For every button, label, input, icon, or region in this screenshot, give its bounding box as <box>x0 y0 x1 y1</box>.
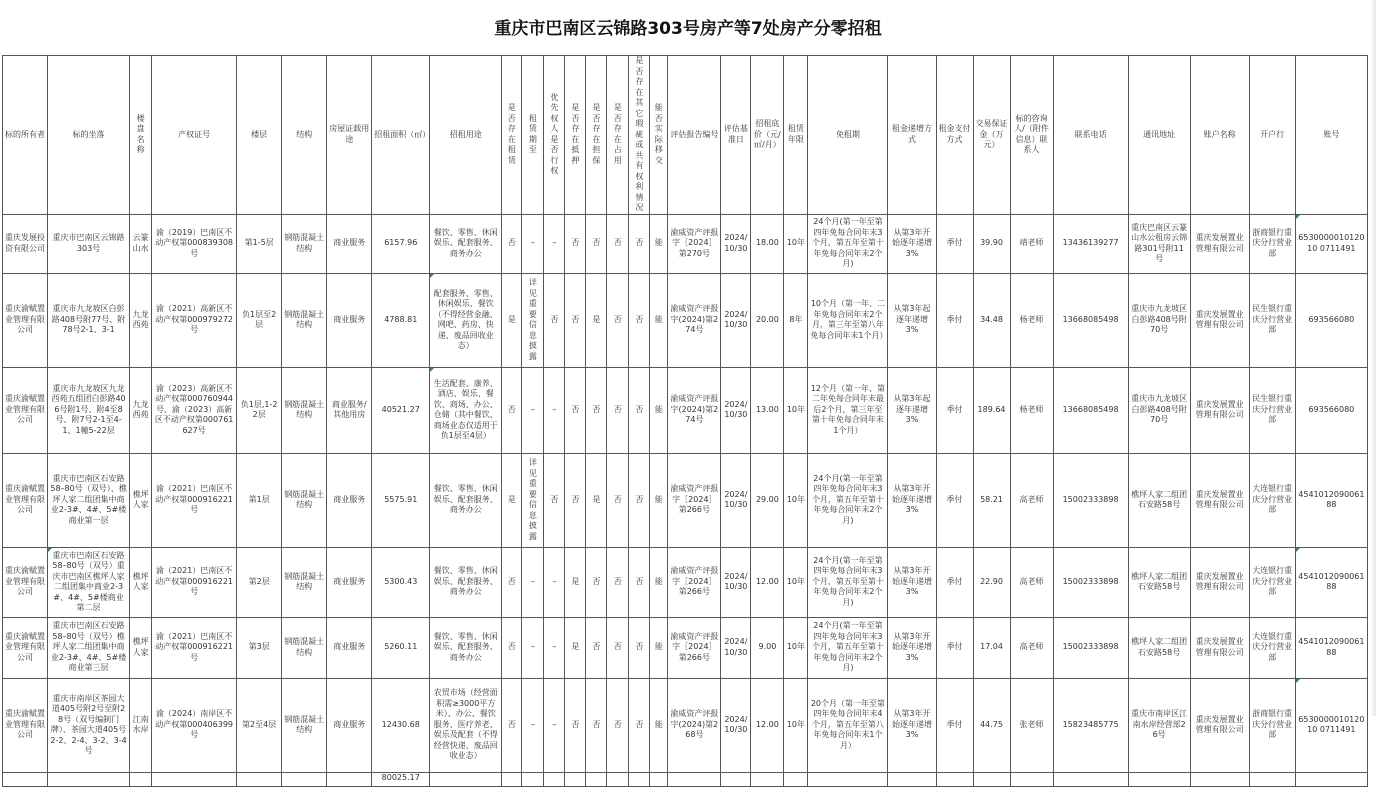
table-row <box>3 273 1368 367</box>
cell-payment: 季付 <box>936 547 973 617</box>
cell-cert: 渝（2019）巴南区不动产权第000839308号 <box>152 214 237 273</box>
cell-lease-until: 详见重要信息披露 <box>522 453 544 547</box>
cell-priority: – <box>544 367 565 453</box>
cell-payment <box>936 772 973 786</box>
cell-area: 5300.43 <box>372 547 430 617</box>
cell-free-period <box>808 772 888 786</box>
cell-cert: 渝（2021）高新区不动产权第000979272号 <box>152 273 237 367</box>
cell-location <box>48 772 130 786</box>
table-row <box>3 214 1368 273</box>
cell-usage: 农贸市场（经营面积需≥3000平方米）、办公、餐饮服务、医疗养老、娱乐及配套（不得经营快递、废品回收业态） <box>430 678 502 772</box>
cell-account-no: 693566080 <box>1295 273 1367 367</box>
cell-floor: 第1层 <box>237 453 282 547</box>
cell-area: 40521.27 <box>372 367 430 453</box>
cell-account-no: 454101209006188 <box>1295 453 1367 547</box>
cell-address: 重庆市南岸区江南水岸经营部26号 <box>1128 678 1190 772</box>
cell-base-price <box>751 772 784 786</box>
header-location: 标的坐落 <box>48 56 130 215</box>
cell-guarantee: 否 <box>586 214 607 273</box>
header-phone: 联系电话 <box>1053 56 1128 215</box>
header-account-no: 账号 <box>1295 56 1367 215</box>
cell-occupy: 否 <box>607 453 629 547</box>
cell-address: 重庆市九龙坡区白彭路408号附70号 <box>1128 367 1190 453</box>
cell-defect: 否 <box>629 367 650 453</box>
cell-account-name: 重庆发展置业管理有限公司 <box>1190 617 1249 678</box>
cell-base-price: 12.00 <box>751 547 784 617</box>
cell-deposit: 39.90 <box>973 214 1010 273</box>
cell-base-price: 18.00 <box>751 214 784 273</box>
cell-structure: 钢筋混凝土结构 <box>282 617 327 678</box>
cell-usage: 餐饮、零售、休闲娱乐、配套服务、商务办公 <box>430 214 502 273</box>
cell-increase <box>888 772 936 786</box>
cell-years: 10年 <box>784 214 808 273</box>
cell-estate: 云篆山水 <box>130 214 152 273</box>
cell-usage-cert <box>327 772 372 786</box>
cell-deposit: 22.90 <box>973 547 1010 617</box>
cell-free-period: 24个月(第一年至第四年免每合同年末3个月，第五年至第十年免每合同年末2个月) <box>808 617 888 678</box>
cell-location: 重庆市九龙坡区白彭路408号附77号、附78号2-1、3-1 <box>48 273 130 367</box>
cell-priority <box>544 772 565 786</box>
cell-handover: 能 <box>650 617 668 678</box>
cell-contact <box>1010 772 1053 786</box>
cell-owner: 重庆发展投资有限公司 <box>3 214 48 273</box>
cell-account-name: 重庆发展置业管理有限公司 <box>1190 453 1249 547</box>
cell-usage: 餐饮、零售、休闲娱乐、配套服务、商务办公 <box>430 617 502 678</box>
cell-account-no: 653000001012010 0711491 <box>1295 214 1367 273</box>
cell-increase: 从第3年开始逐年递增3% <box>888 214 936 273</box>
cell-account-name: 重庆发展置业管理有限公司 <box>1190 547 1249 617</box>
cell-base-price: 9.00 <box>751 617 784 678</box>
cell-priority: – <box>544 678 565 772</box>
cell-priority: – <box>544 547 565 617</box>
cell-report-no: 渝威资产评报字(2024)第274号 <box>668 367 721 453</box>
cell-phone <box>1053 772 1128 786</box>
cell-usage-cert: 商业服务 <box>327 214 372 273</box>
cell-years: 10年 <box>784 547 808 617</box>
table-row <box>3 367 1368 453</box>
cell-structure <box>282 772 327 786</box>
cell-mortgage: 是 <box>565 617 586 678</box>
header-report-no: 评估报告编号 <box>668 56 721 215</box>
cell-lease: 是 <box>502 273 522 367</box>
cell-estate: 樵坪人家 <box>130 617 152 678</box>
cell-usage-cert: 商业服务 <box>327 547 372 617</box>
cell-phone: 15823485775 <box>1053 678 1128 772</box>
header-occupy: 是否存在占用 <box>607 56 629 215</box>
cell-payment: 季付 <box>936 273 973 367</box>
cell-eval-date: 2024/10/30 <box>721 367 751 453</box>
cell-base-price: 12.00 <box>751 678 784 772</box>
cell-payment: 季付 <box>936 453 973 547</box>
cell-account-name: 重庆发展置业管理有限公司 <box>1190 678 1249 772</box>
cell-bank: 民生银行重庆分行营业部 <box>1249 367 1295 453</box>
header-lease: 是否存在租赁 <box>502 56 522 215</box>
cell-lease: 否 <box>502 214 522 273</box>
cell-priority: – <box>544 617 565 678</box>
cell-owner: 重庆渝赋置业管理有限公司 <box>3 367 48 453</box>
cell-location: 重庆市巴南区石安路58–80号（双号）重庆市巴南区樵坪人家二组团集中商业2-3#、4#、5#楼商业第二层 <box>48 547 130 617</box>
cell-usage-cert: 商业服务 <box>327 617 372 678</box>
cell-phone: 15002333898 <box>1053 453 1128 547</box>
cell-lease: 是 <box>502 453 522 547</box>
cell-area: 5260.11 <box>372 617 430 678</box>
cell-mortgage: 否 <box>565 453 586 547</box>
cell-report-no: 渝威资产评报字［2024］第266号 <box>668 453 721 547</box>
cell-contact: 靖老师 <box>1010 214 1053 273</box>
cell-handover: 能 <box>650 273 668 367</box>
cell-occupy: 否 <box>607 617 629 678</box>
cell-cert: 渝（2023）高新区不动产权第000760944号、渝（2023）高新区不动产权第000761627号 <box>152 367 237 453</box>
cell-account-no: 653000001012010 0711491 <box>1295 678 1367 772</box>
cell-location: 重庆市巴南区石安路58–80号（双号）、樵坪人家二组团集中商业2-3#、4#、5#楼商业第一层 <box>48 453 130 547</box>
cell-structure: 钢筋混凝土结构 <box>282 367 327 453</box>
cell-usage-cert: 商业服务 <box>327 678 372 772</box>
cell-account-no: 454101209006188 <box>1295 617 1367 678</box>
cell-occupy: 否 <box>607 214 629 273</box>
cell-location: 重庆市巴南区石安路58–80号（双号）樵坪人家二组团集中商业2-3#、4#、5#楼商业第三层 <box>48 617 130 678</box>
header-mortgage: 是否存在抵押 <box>565 56 586 215</box>
cell-contact: 高老师 <box>1010 453 1053 547</box>
cell-priority: 否 <box>544 453 565 547</box>
cell-handover: 能 <box>650 547 668 617</box>
cell-address: 重庆巴南区云篆山水公租房云锦路301号附11号 <box>1128 214 1190 273</box>
cell-structure: 钢筋混凝土结构 <box>282 214 327 273</box>
cell-deposit: 17.04 <box>973 617 1010 678</box>
cell-report-no: 渝威资产评报字［2024］第266号 <box>668 617 721 678</box>
cell-bank: 大连银行重庆分行营业部 <box>1249 617 1295 678</box>
cell-estate: 樵坪人家 <box>130 547 152 617</box>
cell-estate: 九龙西苑 <box>130 273 152 367</box>
cell-usage: 配套服务、零售、休闲娱乐、餐饮（不得经营金融、网吧、药房、快递、废品回收业态） <box>430 273 502 367</box>
cell-free-period: 24个月(第一年至第四年免每合同年末3个月，第五年至第十年免每合同年末2个月) <box>808 214 888 273</box>
cell-report-no: 渝威资产评报字［2024］第270号 <box>668 214 721 273</box>
cell-increase: 从第3年开始逐年递增3% <box>888 678 936 772</box>
cell-structure: 钢筋混凝土结构 <box>282 678 327 772</box>
cell-estate <box>130 772 152 786</box>
cell-years: 10年 <box>784 678 808 772</box>
cell-location: 重庆市巴南区云锦路303号 <box>48 214 130 273</box>
cell-owner <box>3 772 48 786</box>
header-base-price: 招租底价（元/㎡/月） <box>751 56 784 215</box>
cell-lease: 否 <box>502 678 522 772</box>
header-row <box>3 56 1368 215</box>
cell-guarantee: 是 <box>586 453 607 547</box>
cell-bank: 大连银行重庆分行营业部 <box>1249 453 1295 547</box>
cell-guarantee: 是 <box>586 273 607 367</box>
cell-guarantee: 否 <box>586 678 607 772</box>
cell-cert: 渝（2021）巴南区不动产权第000916221号 <box>152 547 237 617</box>
cell-structure: 钢筋混凝土结构 <box>282 547 327 617</box>
table-row <box>3 547 1368 617</box>
cell-estate: 九龙西苑 <box>130 367 152 453</box>
cell-occupy: 否 <box>607 367 629 453</box>
cell-mortgage: 否 <box>565 678 586 772</box>
cell-phone: 13668085498 <box>1053 367 1128 453</box>
cell-mortgage: 否 <box>565 273 586 367</box>
cell-free-period: 12个月（第一年、第二年免每合同年末最后2个月，第三年至第十年免每合同年末1个月） <box>808 367 888 453</box>
cell-owner: 重庆渝赋置业管理有限公司 <box>3 547 48 617</box>
cell-bank: 浙商银行重庆分行营业部 <box>1249 678 1295 772</box>
cell-years: 10年 <box>784 617 808 678</box>
header-handover: 能否实际移交 <box>650 56 668 215</box>
header-free-period: 免租期 <box>808 56 888 215</box>
cell-usage-cert: 商业服务/其他用房 <box>327 367 372 453</box>
cell-phone: 13668085498 <box>1053 273 1128 367</box>
table-row <box>3 453 1368 547</box>
cell-lease-until: 详见重要信息披露 <box>522 273 544 367</box>
cell-eval-date: 2024/10/30 <box>721 617 751 678</box>
cell-contact: 高老师 <box>1010 547 1053 617</box>
header-owner: 标的所有者 <box>3 56 48 215</box>
cell-lease-until: – <box>522 617 544 678</box>
cell-floor: 第3层 <box>237 617 282 678</box>
cell-bank: 民生银行重庆分行营业部 <box>1249 273 1295 367</box>
cell-floor: 第2层 <box>237 547 282 617</box>
page-edge-shadow <box>1370 0 1376 716</box>
cell-increase: 从第3年起逐年递增3% <box>888 367 936 453</box>
cell-defect: 否 <box>629 617 650 678</box>
cell-floor: 第1-5层 <box>237 214 282 273</box>
cell-handover: 能 <box>650 214 668 273</box>
cell-owner: 重庆渝赋置业管理有限公司 <box>3 453 48 547</box>
cell-occupy: 否 <box>607 273 629 367</box>
cell-account-no: 454101209006188 <box>1295 547 1367 617</box>
cell-contact: 杨老师 <box>1010 273 1053 367</box>
cell-eval-date: 2024/10/30 <box>721 547 751 617</box>
cell-account-name: 重庆发展置业管理有限公司 <box>1190 214 1249 273</box>
cell-area: 5575.91 <box>372 453 430 547</box>
header-structure: 结构 <box>282 56 327 215</box>
cell-defect: 否 <box>629 214 650 273</box>
cell-years <box>784 772 808 786</box>
cell-defect: 否 <box>629 547 650 617</box>
header-deposit: 交易保证金（万元） <box>973 56 1010 215</box>
cell-guarantee: 否 <box>586 617 607 678</box>
cell-phone: 15002333898 <box>1053 547 1128 617</box>
cell-mortgage: 是 <box>565 547 586 617</box>
cell-cert: 渝（2021）巴南区不动产权第000916221号 <box>152 453 237 547</box>
rental-listing-table <box>2 55 1370 782</box>
cell-guarantee: 否 <box>586 367 607 453</box>
cell-free-period: 10个月（第一年、二年免每合同年末2个月，第三年至第八年免每合同年末1个月） <box>808 273 888 367</box>
cell-contact: 高老师 <box>1010 617 1053 678</box>
cell-eval-date: 2024/10/30 <box>721 214 751 273</box>
cell-lease-until <box>522 772 544 786</box>
cell-handover: 能 <box>650 367 668 453</box>
cell-handover <box>650 772 668 786</box>
cell-lease: 否 <box>502 617 522 678</box>
cell-defect: 否 <box>629 453 650 547</box>
cell-increase: 从第3年开始逐年递增3% <box>888 617 936 678</box>
cell-lease-until: – <box>522 214 544 273</box>
cell-owner: 重庆渝赋置业管理有限公司 <box>3 617 48 678</box>
cell-mortgage <box>565 772 586 786</box>
cell-deposit: 189.64 <box>973 367 1010 453</box>
cell-usage: 餐饮、零售、休闲娱乐、配套服务、商务办公 <box>430 453 502 547</box>
cell-phone: 13436139277 <box>1053 214 1128 273</box>
cell-usage: 生活配套、康养、酒店、娱乐、餐饮、商场、办公、仓储（其中餐饮、商场业态仅适用于负1层至4层） <box>430 367 502 453</box>
header-account-name: 账户名称 <box>1190 56 1249 215</box>
cell-address: 樵坪人家二组团石安路58号 <box>1128 453 1190 547</box>
cell-eval-date: 2024/10/30 <box>721 678 751 772</box>
header-increase: 租金递增方式 <box>888 56 936 215</box>
cell-address: 重庆市九龙坡区白彭路408号附70号 <box>1128 273 1190 367</box>
cell-cert <box>152 772 237 786</box>
cell-owner: 重庆渝赋置业管理有限公司 <box>3 273 48 367</box>
cell-report-no: 渝威资产评报字(2024)第274号 <box>668 273 721 367</box>
cell-deposit: 44.75 <box>973 678 1010 772</box>
cell-priority: 否 <box>544 273 565 367</box>
header-address: 通讯地址 <box>1128 56 1190 215</box>
cell-years: 10年 <box>784 453 808 547</box>
cell-account-name: 重庆发展置业管理有限公司 <box>1190 367 1249 453</box>
cell-base-price: 13.00 <box>751 367 784 453</box>
cell-usage-cert: 商业服务 <box>327 273 372 367</box>
cell-account-name <box>1190 772 1249 786</box>
cell-lease-until: – <box>522 678 544 772</box>
cell-years: 8年 <box>784 273 808 367</box>
table-row-partial <box>3 772 1368 786</box>
cell-structure: 钢筋混凝土结构 <box>282 453 327 547</box>
cell-payment: 季付 <box>936 367 973 453</box>
cell-lease-until: – <box>522 547 544 617</box>
cell-handover: 能 <box>650 453 668 547</box>
header-defect: 是否存在其它瑕疵或共有权利情况 <box>629 56 650 215</box>
cell-area: 4788.81 <box>372 273 430 367</box>
cell-lease-until: – <box>522 367 544 453</box>
header-lease-until: 租赁期至 <box>522 56 544 215</box>
cell-occupy <box>607 772 629 786</box>
cell-increase: 从第3年起逐年递增3% <box>888 273 936 367</box>
cell-defect <box>629 772 650 786</box>
cell-free-period: 20个月（第一年至第四年免每合同年末4个月，第五年至第八年免每合同年末1个月） <box>808 678 888 772</box>
header-usage-cert: 房屋证载用途 <box>327 56 372 215</box>
cell-structure: 钢筋混凝土结构 <box>282 273 327 367</box>
table-row <box>3 617 1368 678</box>
cell-account-no <box>1295 772 1367 786</box>
cell-base-price: 20.00 <box>751 273 784 367</box>
cell-base-price: 29.00 <box>751 453 784 547</box>
cell-area: 80025.17 <box>372 772 430 786</box>
cell-occupy: 否 <box>607 678 629 772</box>
header-floor: 楼层 <box>237 56 282 215</box>
table-body <box>3 214 1368 786</box>
cell-payment: 季付 <box>936 617 973 678</box>
header-payment: 租金支付方式 <box>936 56 973 215</box>
cell-usage <box>430 772 502 786</box>
page-title: 重庆市巴南区云锦路303号房产等7处房产分零招租 <box>494 19 882 39</box>
cell-phone: 15002333898 <box>1053 617 1128 678</box>
cell-bank: 大连银行重庆分行营业部 <box>1249 547 1295 617</box>
cell-increase: 从第3年开始逐年递增3% <box>888 547 936 617</box>
header-cert: 产权证号 <box>152 56 237 215</box>
cell-floor: 第2至4层 <box>237 678 282 772</box>
cell-mortgage: 否 <box>565 214 586 273</box>
cell-mortgage: 否 <box>565 367 586 453</box>
cell-payment: 季付 <box>936 678 973 772</box>
cell-deposit: 58.21 <box>973 453 1010 547</box>
cell-report-no: 渝威资产评报字(2024)第268号 <box>668 678 721 772</box>
cell-lease: 否 <box>502 367 522 453</box>
cell-location: 重庆市南岸区茶园大道405号附2号至附28号（双号编制门牌）、茶园大道405号2-2、2-4、3-2、3-4号 <box>48 678 130 772</box>
cell-report-no: 渝威资产评报字［2024］第266号 <box>668 547 721 617</box>
cell-estate: 樵坪人家 <box>130 453 152 547</box>
cell-lease: 否 <box>502 547 522 617</box>
cell-bank <box>1249 772 1295 786</box>
cell-cert: 渝（2024）南岸区不动产权第000406399号 <box>152 678 237 772</box>
cell-report-no <box>668 772 721 786</box>
header-contact: 标的咨询人/（附件信息）联系人 <box>1010 56 1053 215</box>
cell-address: 樵坪人家二组团石安路58号 <box>1128 617 1190 678</box>
cell-account-no: 693566080 <box>1295 367 1367 453</box>
header-estate: 楼盘名称 <box>130 56 152 215</box>
cell-priority: – <box>544 214 565 273</box>
cell-free-period: 24个月(第一年至第四年免每合同年末3个月，第五年至第十年免每合同年末2个月) <box>808 547 888 617</box>
cell-payment: 季付 <box>936 214 973 273</box>
cell-area: 6157.96 <box>372 214 430 273</box>
cell-usage-cert: 商业服务 <box>327 453 372 547</box>
cell-defect: 否 <box>629 273 650 367</box>
cell-handover: 能 <box>650 678 668 772</box>
header-years: 租赁年限 <box>784 56 808 215</box>
cell-bank: 浙商银行重庆分行营业部 <box>1249 214 1295 273</box>
cell-increase: 从第3年开始逐年递增3% <box>888 453 936 547</box>
cell-floor: 负1层至2层 <box>237 273 282 367</box>
cell-floor: 负1层,1-22层 <box>237 367 282 453</box>
cell-guarantee <box>586 772 607 786</box>
header-guarantee: 是否存在担保 <box>586 56 607 215</box>
cell-occupy: 否 <box>607 547 629 617</box>
cell-account-name: 重庆发展置业管理有限公司 <box>1190 273 1249 367</box>
cell-contact: 杨老师 <box>1010 367 1053 453</box>
cell-eval-date: 2024/10/30 <box>721 273 751 367</box>
cell-location: 重庆市九龙坡区九龙西苑五组团白彭路406号附1号、附4至8号、附7号2-1至4-1、1幢5-22层 <box>48 367 130 453</box>
cell-address: 樵坪人家二组团石安路58号 <box>1128 547 1190 617</box>
cell-eval-date <box>721 772 751 786</box>
cell-address <box>1128 772 1190 786</box>
cell-free-period: 24个月(第一年至第四年免每合同年末3个月，第五年至第十年免每合同年末2个月) <box>808 453 888 547</box>
cell-deposit <box>973 772 1010 786</box>
cell-deposit: 34.48 <box>973 273 1010 367</box>
header-eval-date: 评估基准日 <box>721 56 751 215</box>
cell-lease <box>502 772 522 786</box>
cell-usage: 餐饮、零售、休闲娱乐、配套服务、商务办公 <box>430 547 502 617</box>
cell-years: 10年 <box>784 367 808 453</box>
cell-eval-date: 2024/10/30 <box>721 453 751 547</box>
table-row <box>3 678 1368 772</box>
header-bank: 开户行 <box>1249 56 1295 215</box>
cell-guarantee: 否 <box>586 547 607 617</box>
cell-owner: 重庆渝赋置业管理有限公司 <box>3 678 48 772</box>
header-usage: 招租用途 <box>430 56 502 215</box>
header-area: 招租面积（㎡） <box>372 56 430 215</box>
header-priority: 优先权人是否行权 <box>544 56 565 215</box>
cell-area: 12430.68 <box>372 678 430 772</box>
cell-floor <box>237 772 282 786</box>
cell-contact: 张老师 <box>1010 678 1053 772</box>
cell-estate: 江南水岸 <box>130 678 152 772</box>
cell-cert: 渝（2021）巴南区不动产权第000916221号 <box>152 617 237 678</box>
cell-defect: 否 <box>629 678 650 772</box>
